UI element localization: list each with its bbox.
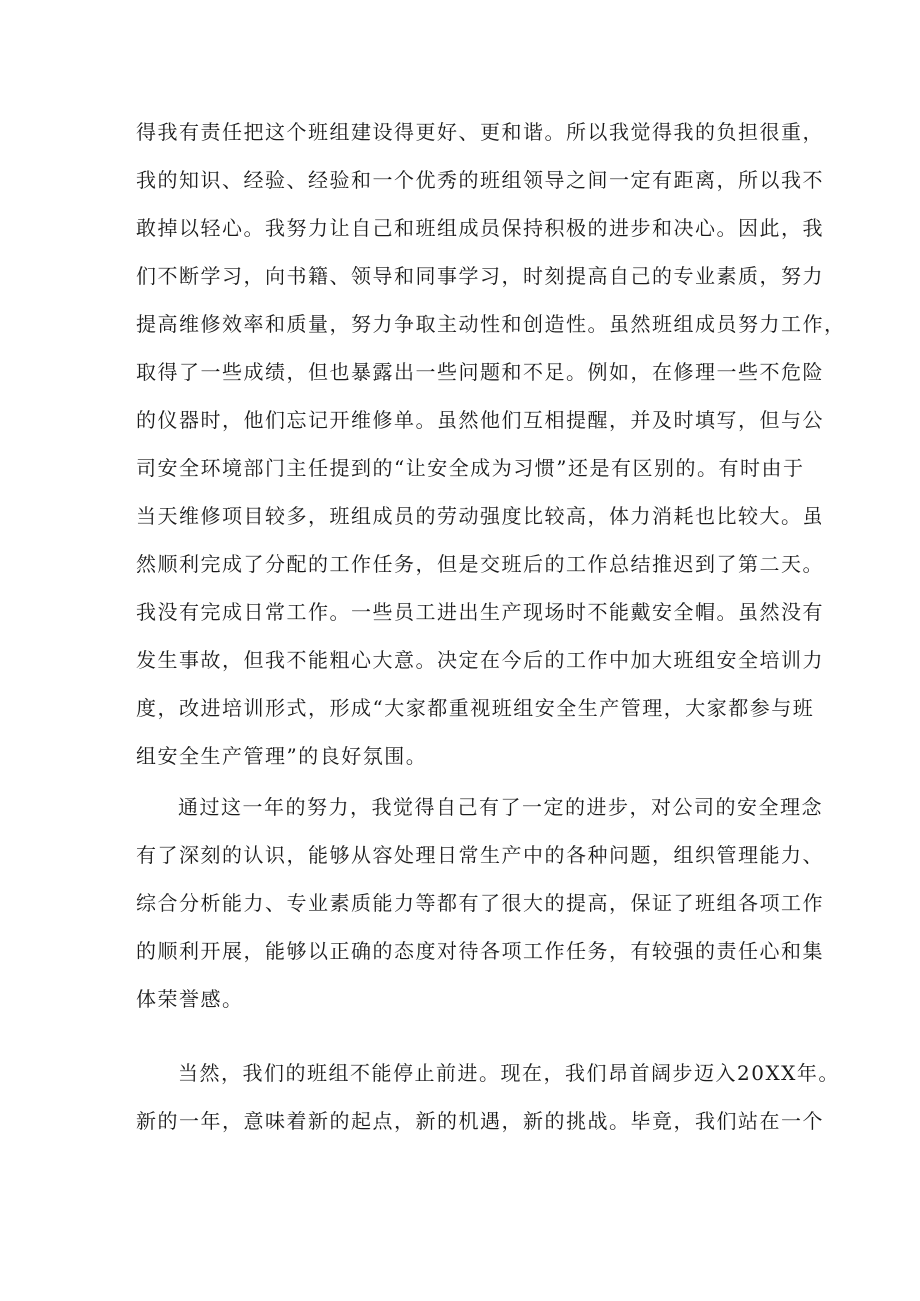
text-line: 提高维修效率和质量，努力争取主动性和创造性。虽然班组成员努力工作， bbox=[136, 312, 846, 336]
text-line: 的顺利开展，能够以正确的态度对待各项工作任务，有较强的责任心和集 bbox=[136, 939, 824, 963]
text-line: 综合分析能力、专业素质能力等都有了很大的提高，保证了班组各项工作 bbox=[136, 891, 824, 915]
text-line: 当然，我们的班组不能停止前进。现在，我们昂首阔步迈入20XX年。 bbox=[178, 1061, 840, 1085]
text-line: 取得了一些成绩，但也暴露出一些问题和不足。例如，在修理一些不危险 bbox=[136, 360, 824, 384]
text-line: 我没有完成日常工作。一些员工进出生产现场时不能戴安全帽。虽然没有 bbox=[136, 600, 824, 624]
text-line: 通过这一年的努力，我觉得自己有了一定的进步，对公司的安全理念 bbox=[178, 795, 823, 819]
text-line: 的仪器时，他们忘记开维修单。虽然他们互相提醒，并及时填写，但与公 bbox=[136, 408, 824, 432]
text-line: 司安全环境部门主任提到的“让安全成为习惯”还是有区别的。有时由于 bbox=[136, 456, 805, 480]
text-line: 有了深刻的认识，能够从容处理日常生产中的各种问题，组织管理能力、 bbox=[136, 843, 824, 867]
text-line: 体荣誉感。 bbox=[136, 987, 244, 1011]
text-line: 得我有责任把这个班组建设得更好、更和谐。所以我觉得我的负担很重， bbox=[136, 120, 824, 144]
text-line: 当天维修项目较多，班组成员的劳动强度比较高，体力消耗也比较大。虽 bbox=[136, 504, 824, 528]
text-line: 组安全生产管理”的良好氛围。 bbox=[136, 744, 428, 768]
text-line: 们不断学习，向书籍、领导和同事学习，时刻提高自己的专业素质，努力 bbox=[136, 264, 824, 288]
text-line: 敢掉以轻心。我努力让自己和班组成员保持积极的进步和决心。因此，我 bbox=[136, 216, 824, 240]
text-line: 我的知识、经验、经验和一个优秀的班组领导之间一定有距离，所以我不 bbox=[136, 168, 824, 192]
text-line: 度，改进培训形式，形成“大家都重视班组安全生产管理，大家都参与班 bbox=[136, 696, 815, 720]
text-line: 发生事故，但我不能粗心大意。决定在今后的工作中加大班组安全培训力 bbox=[136, 648, 824, 672]
text-line: 然顺利完成了分配的工作任务，但是交班后的工作总结推迟到了第二天。 bbox=[136, 552, 824, 576]
text-line: 新的一年，意味着新的起点，新的机遇，新的挑战。毕竟，我们站在一个 bbox=[136, 1109, 824, 1133]
